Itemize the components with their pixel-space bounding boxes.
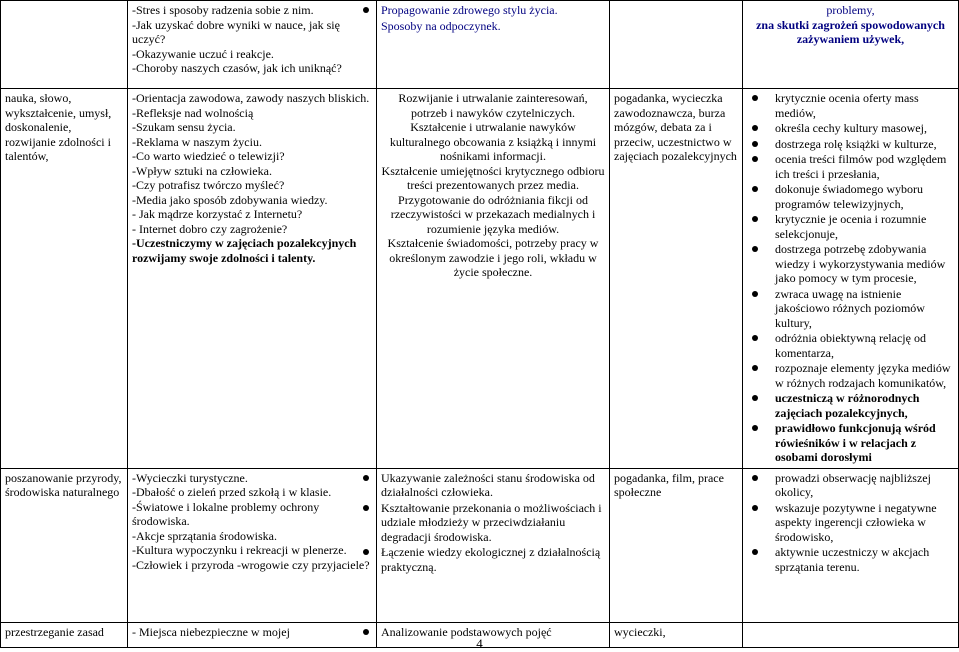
- topic-bold: -Uczestniczymy w zajęciach pozalekcyjnych rozwijamy swoje zdolności i talenty.: [132, 236, 357, 265]
- bullet-icon: [752, 186, 758, 192]
- topic-line: -Dbałość o zieleń przed szkołą i w klasie.: [132, 485, 332, 499]
- bullet-icon: [752, 125, 758, 131]
- list-item: aktywnie uczestniczy w akcjach sprzątania terenu.: [775, 545, 954, 574]
- bullet-icon: [752, 246, 758, 252]
- bullet-icon: [752, 425, 758, 431]
- goal-line: Rozwijanie i utrwalanie zainteresowań, potrzeb i nawyków czytelniczych.: [398, 91, 588, 120]
- topic-line: -Człowiek i przyroda -wrogowie czy przyjaciele?: [132, 557, 370, 572]
- bullet-icon: [752, 291, 758, 297]
- outcome-line: problemy,: [826, 3, 875, 17]
- goal-line: Przygotowanie do odróżniania fikcji od rzeczywistości w przekazach medialnych i rozumienie języka mediów.: [390, 192, 596, 236]
- topic-line: -Akcje sprzątania środowiska.: [132, 528, 277, 543]
- table-row: [1, 468, 959, 622]
- topic-line: -Wpływ sztuki na człowieka.: [132, 163, 272, 178]
- list-item: Analizowanie podstawowych pojęć: [381, 625, 605, 640]
- list-item: zwraca uwagę na istnienie jakościowo różnych poziomów kultury,: [775, 287, 954, 331]
- cell-topics: [128, 1, 377, 89]
- cell-methods: pogadanka, wycieczka zawodoznawcza, burza mózgów, debata za i przeciw, uczestnictwo w zajęciach pozalekcyjnych: [610, 89, 743, 469]
- list-item: ocenia treści filmów pod względem ich treści i przesłania,: [775, 152, 954, 181]
- cell-topics: - Miejsca niebezpieczne w mojej: [128, 622, 377, 647]
- bullet-icon: [752, 156, 758, 162]
- cell-values: przestrzeganie zasad: [1, 622, 128, 647]
- topic-line: -Orientacja zawodowa, zawody naszych bliskich.: [132, 91, 370, 105]
- list-item: krytycznie ocenia oferty mass mediów,: [775, 91, 954, 120]
- list-item: Łączenie wiedzy ekologicznej z działalnością praktyczną.: [381, 545, 605, 574]
- bullet-icon: [752, 475, 758, 481]
- topic-line: - Jak mądrze korzystać z Internetu?: [132, 207, 303, 221]
- topic-line: -Kultura wypoczynku i rekreacji w plenerze.: [132, 543, 347, 557]
- cell-goals: [377, 1, 610, 89]
- list-item: prawidłowo funkcjonują wśród rówieśników i w relacjach z osobami dorosłymi: [775, 421, 954, 465]
- bullet-icon: [752, 141, 758, 147]
- table-row: [1, 1, 959, 89]
- list-item: wskazuje pozytywne i negatywne aspekty ingerencji człowieka w środowisko,: [775, 501, 954, 545]
- goal-line: Kształcenie i utrwalanie nawyków kulturalnego obcowania z książką i innymi nośnikami informacji.: [389, 120, 597, 163]
- table-row: [1, 89, 959, 469]
- topic-line: -Co warto wiedzieć o telewizji?: [132, 149, 285, 163]
- cell-outcomes: [743, 468, 959, 622]
- list-item: Sposoby na odpoczynek.: [381, 18, 501, 33]
- goal-line: Kształcenie umiejętności krytycznego odbioru treści prezentowanych przez media.: [381, 163, 605, 192]
- bullet-icon: [752, 395, 758, 401]
- cell-methods: wycieczki,: [610, 622, 743, 647]
- list-item: rozpoznaje elementy języka mediów w różnych rodzajach komunikatów,: [775, 361, 954, 390]
- topic-line: -Reklama w naszym życiu.: [132, 134, 262, 149]
- cell-topics: [128, 468, 377, 622]
- topic-line: -Światowe i lokalne problemy ochrony środowiska.: [132, 499, 320, 528]
- topic-line: -Szukam sensu życia.: [132, 120, 236, 134]
- list-item: odróżnia obiektywną relację od komentarza,: [775, 331, 954, 360]
- bullet-icon: [363, 505, 369, 511]
- cell-goals: [377, 89, 610, 469]
- list-item: dostrzega rolę książki w kulturze,: [775, 137, 954, 152]
- cell-goals: [377, 468, 610, 622]
- cell-outcomes: [743, 89, 959, 469]
- cell-methods: [610, 1, 743, 89]
- bullet-icon: [363, 549, 369, 555]
- bullet-icon: [363, 475, 369, 481]
- cell-values: nauka, słowo, wykształcenie, umysł, doskonalenie, rozwijanie zdolności i talentów,: [1, 89, 128, 469]
- cell-outcomes: [743, 1, 959, 89]
- list-item: określa cechy kultury masowej,: [775, 121, 954, 136]
- topic-line: -Refleksje nad wolnością: [132, 105, 254, 120]
- goal-line: Kształcenie świadomości, potrzeby pracy w określonym zawodzie i jego roli, wkładu w życie społeczne.: [387, 236, 599, 279]
- bullet-icon: [752, 216, 758, 222]
- bullet-icon: [752, 365, 758, 371]
- topic-line: -Jak uzyskać dobre wyniki w nauce, jak się uczyć?: [132, 17, 340, 46]
- cell-methods: pogadanka, film, prace społeczne: [610, 468, 743, 622]
- bullet-icon: [752, 335, 758, 341]
- list-item: dokonuje świadomego wyboru programów telewizyjnych,: [775, 182, 954, 211]
- topic-line: -Choroby naszych czasów, jak ich uniknąć?: [132, 61, 342, 75]
- list-item: Ukazywanie zależności stanu środowiska od działalności człowieka.: [381, 471, 605, 500]
- cell-values: [1, 1, 128, 89]
- topic-line: -Media jako sposób zdobywania wiedzy.: [132, 192, 328, 207]
- topic-line: -Stres i sposoby radzenia sobie z nim.: [132, 3, 314, 17]
- bullet-icon: [752, 505, 758, 511]
- topic-line: -Wycieczki turystyczne.: [132, 470, 248, 485]
- list-item: Propagowanie zdrowego stylu życia.: [381, 3, 605, 18]
- bullet-icon: [363, 629, 369, 635]
- cell-topics: [128, 89, 377, 469]
- bullet-icon: [752, 549, 758, 555]
- page-number: 4: [476, 636, 483, 651]
- list-item: uczestniczą w różnorodnych zajęciach pozalekcyjnych,: [775, 391, 954, 420]
- list-item: krytycznie je ocenia i rozumnie selekcjonuje,: [775, 212, 954, 241]
- outcome-bold: zna skutki zagrożeń spowodowanych zażywaniem używek,: [756, 17, 945, 46]
- bullet-icon: [363, 7, 369, 13]
- list-item: dostrzega potrzebę zdobywania wiedzy i wykorzystywania mediów jako pomocy w tym procesie,: [775, 242, 954, 286]
- topic-line: - Internet dobro czy zagrożenie?: [132, 221, 288, 236]
- list-item: Kształtowanie przekonania o możliwościach i udziale młodzieży w przeciwdziałaniu degradacji środowiska.: [381, 501, 605, 545]
- cell-values: poszanowanie przyrody, środowiska naturalnego: [1, 468, 128, 622]
- topic-line: -Czy potrafisz twórczo myśleć?: [132, 178, 285, 192]
- bullet-icon: [752, 95, 758, 101]
- list-item: prowadzi obserwację najbliższej okolicy,: [775, 471, 954, 500]
- topic-line: -Okazywanie uczuć i reakcje.: [132, 46, 274, 61]
